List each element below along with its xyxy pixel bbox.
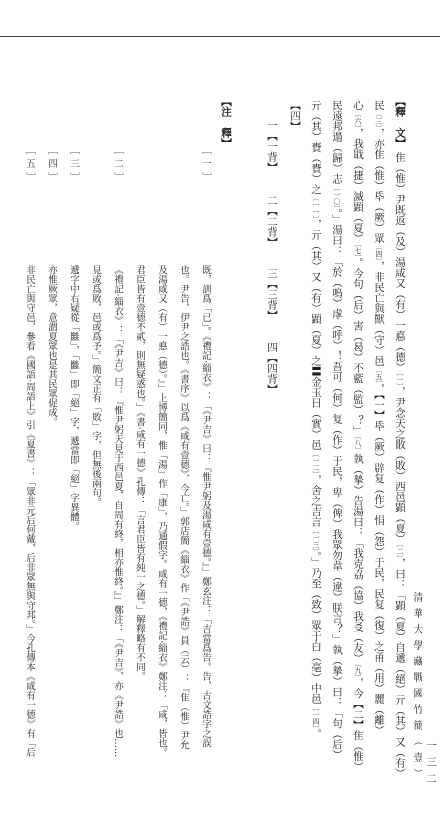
- note-ref-marker: 〔三〕: [375, 110, 383, 128]
- transcription-column-3: 心〔六〕，我戢（捷）滅顕（夏）〔七〕。今句（后）害（曷）不藍（監）？」〔八〕執（摯）告湯曰：「我克劦（協）我㕛（友）〔九〕，今【二】隹（惟）: [352, 100, 364, 772]
- note-ref-marker: 〔五〕: [375, 366, 383, 384]
- slip-back-label-1: 一【一背】: [266, 120, 278, 173]
- note-ref-marker: 〔一二〕: [312, 450, 320, 475]
- note-1-column-1: 既，訓爲「已」。《禮記·緇衣》：「《尹吉》曰：『惟尹躬及湯咸有壹德。』」鄭玄注：「吉當爲告。告，古文誥字之誤: [200, 265, 211, 748]
- note-5-label: ［五］: [24, 145, 35, 186]
- note-ref-marker: 〔四〕: [375, 243, 383, 261]
- note-ref-marker: 〔一一〕: [312, 194, 320, 219]
- note-2-column-2: 見或爲敗，邑或爲予。」簡文正有「敗」字，但無後兩句。: [90, 265, 101, 508]
- transcription-heading: 【釋 文】: [394, 96, 406, 149]
- notes-heading: 【注 釋】: [220, 96, 232, 149]
- note-3-column-1: 遞字中右疑從「㡭」，「㡭」即「絕」字，遞當即「絕」字異體。: [68, 265, 79, 531]
- note-ref-marker: 〔二〕: [396, 544, 404, 558]
- note-4-label: ［四］: [46, 145, 57, 186]
- note-ref-marker: 〔一〕: [396, 372, 404, 387]
- note-1-label: ［一］: [200, 145, 211, 186]
- note-ref-marker: 〔一〇〕: [333, 184, 341, 209]
- transcription-column-4: 民遠邦遢（歸）志〔一〇〕。」湯曰：「於（嗚）虖（呼）！吾可（何）复（作）于民，卑（俾）我眾勿韋（違）朕言？」執（摯）曰：「句（后）: [331, 100, 343, 760]
- note-2-column-1: 《禮記·緇衣》：「《尹吉》曰：『惟尹躬天見于西邑夏，自周有終，相亦惟終。』」鄭注：「《尹吉》，亦《尹誥》也……: [112, 265, 123, 758]
- note-ref-marker: 〔一四〕: [312, 703, 320, 729]
- note-2-label: ［二］: [112, 145, 123, 186]
- page-top-rule: [0, 36, 440, 37]
- note-3-label: ［三］: [68, 145, 79, 186]
- note-5-column-1: 非民亡與守邑，參看《國語·周語上》引《夏書》：「眾非元后何戴，后非眾無與守邦。」今孔傳本《咸有一德》有「后: [24, 265, 35, 758]
- running-header: 清華大學藏戰國竹簡（壹）: [411, 592, 422, 784]
- transcription-column-2: 民〔三〕，亦隹（惟）氒（厥）眾〔四〕，非民亡與獸（守）邑〔五〕，【一】氒（厥）辟复（作）悁（怨）于民，民复（復）之甬（用）麗（離）: [373, 100, 385, 736]
- note-ref-marker: 〔一三〕: [312, 527, 320, 552]
- note-ref-marker: 〔八〕: [354, 436, 362, 454]
- note-ref-marker: 〔七〕: [354, 243, 362, 258]
- transcription-column-5: 亓（其）賚（賚）之〔一一〕，亓（其）又（有）顕（夏）之〓金玉日（實）邑〔一二〕，舍之吉言〔一三〕。」乃至（致）眾于白（亳）中邑〔一四〕。: [310, 100, 322, 739]
- note-1-column-3: 及湯咸又（有）一悳（德）。』」上博簡同，惟「湯」作「康」，乃通假字。咸有一德，《禮記·緇衣》鄭注：「咸，皆也。: [156, 265, 167, 758]
- transcription-column-1: 隹（惟）尹既返（及）湯咸又（有）一悳（德）〔一〕，尹念天之贁（敗）西邑顕（夏）〔二〕，曰：「顕（夏）自遞（絕）亓（其）又（有）: [394, 152, 406, 779]
- slip-back-label-3: 三【三背】: [266, 268, 278, 321]
- note-1-column-4: 君臣皆有壹德不貳，則無疑惑也。」《書·咸有一德》孔傳：「言君臣皆有純一之德。」解釋略有不同。: [134, 265, 145, 682]
- slip-back-label-2: 二【二背】: [266, 195, 278, 248]
- page-number: 一三二: [425, 740, 437, 790]
- note-4-column-1: 亦惟厥眾，意謂夏眾也是其民眾促成。: [46, 265, 57, 427]
- slip-back-label-4: 四【四背】: [266, 342, 278, 395]
- note-ref-marker: 〔六〕: [354, 110, 362, 128]
- transcription-column-6: 【四】: [289, 100, 301, 132]
- note-1-column-2: 也。尹告，伊尹之誥也。《書序》以爲《咸有壹德》，今亡。」郭店簡《緇衣》作「《尹誥》員（云）：『隹（惟）尹允: [178, 265, 189, 750]
- note-ref-marker: 〔九〕: [354, 663, 362, 678]
